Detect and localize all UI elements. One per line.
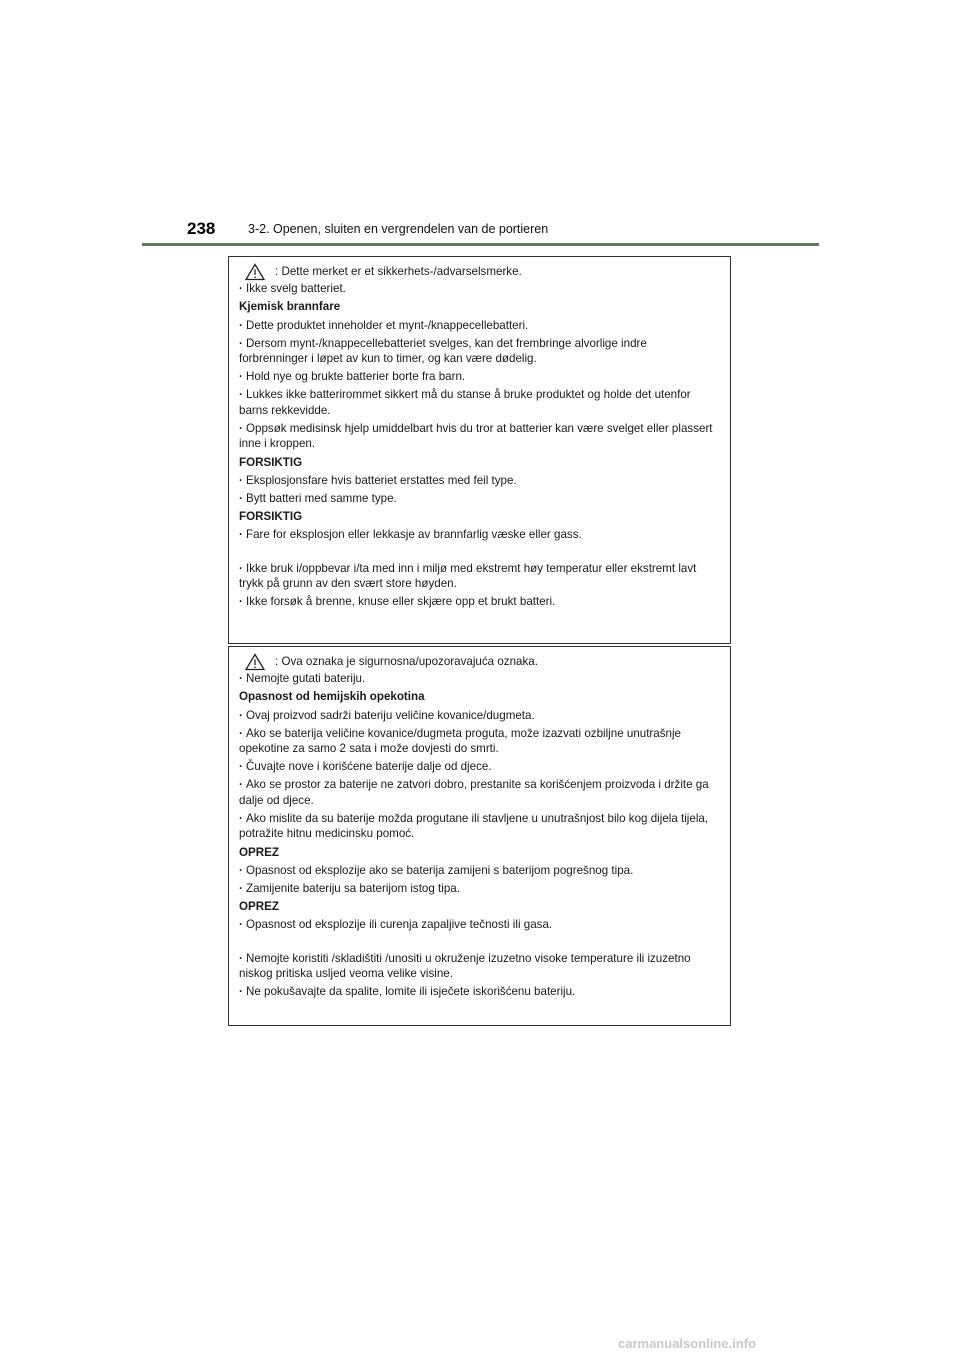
bullet-dot: · [239, 778, 243, 792]
warning-text: Hold nye og brukte batterier borte fra barn. [246, 370, 466, 384]
bullet-dot: · [239, 811, 243, 825]
header-rule [142, 243, 819, 246]
warning-heading [239, 299, 718, 314]
warning-text: Opasnost od eksplozije ili curenja zapaljive tečnosti ili gasa. [246, 918, 553, 932]
bullet-dot: · [239, 726, 243, 740]
warning-text: Ako se prostor za baterije ne zatvori dobro, prestanite sa korišćenjem proizvoda i držite ga dalje od djece. [239, 778, 709, 807]
warning-text: Bytt batteri med samme type. [246, 491, 397, 505]
bullet-dot: · [239, 881, 243, 895]
warning-text: Ako se baterija veličine kovanice/dugmeta proguta, može izazvati ozbiljne unutrašnje opekotine za samo 2 sata i može dovjesti do smrti. [239, 726, 682, 755]
warning-text: Nemojte koristiti /skladištiti /unositi u okruženje izuzetno visoke temperature ili izuzetno niskog pritiska usljed veoma velike visine. [239, 951, 691, 980]
bullet-dot: · [239, 918, 243, 932]
warning-bullet-item [239, 759, 718, 774]
warning-bullet-item [239, 863, 718, 878]
warning-text: FORSIKTIG [239, 455, 303, 469]
warning-bullet-item [239, 561, 718, 592]
warning-bullet-item [239, 421, 718, 452]
bullet-dot: · [239, 708, 243, 722]
warning-text: OPREZ [239, 845, 279, 859]
bullet-dot: · [239, 951, 243, 965]
warning-text: Eksplosjonsfare hvis batteriet erstattes med feil type. [246, 473, 517, 487]
warning-bullet-item [239, 491, 718, 506]
bullet-dot: · [239, 388, 243, 402]
warning-text: Dersom mynt-/knappecellebatteriet svelges, kan det frembringe alvorlige indre forbrenninger i løpet av kun to timer, og kan være dødelig. [239, 336, 647, 365]
warning-text: Ikke svelg batteriet. [246, 282, 346, 295]
bullet-dot: · [239, 370, 243, 384]
bullet-dot: · [239, 595, 243, 609]
bullet-dot: · [239, 421, 243, 435]
bullet-dot: · [239, 528, 243, 542]
bullet-dot: · [239, 491, 243, 505]
warning-box-norwegian [228, 256, 731, 644]
bullet-dot: · [239, 282, 243, 295]
warning-lines [239, 281, 718, 610]
warning-heading [239, 845, 718, 860]
warning-bullet-item [239, 671, 718, 686]
warning-bullet-item [239, 811, 718, 842]
warning-title-line [239, 263, 718, 281]
warning-title-text: : Dette merket er et sikkerhets-/advarselsmerke. [275, 265, 522, 279]
warning-heading [239, 455, 718, 470]
warning-bullet-item [239, 473, 718, 488]
warning-text: Ne pokušavajte da spalite, lomite ili isječete iskorišćenu bateriju. [246, 985, 576, 999]
warning-text: FORSIKTIG [239, 510, 303, 524]
warning-bullet-item [239, 984, 718, 999]
warning-text: Fare for eksplosjon eller lekkasje av brannfarlig væske eller gass. [246, 528, 582, 542]
warning-text: Opasnost od eksplozije ako se baterija zamijeni s baterijom pogrešnog tipa. [246, 863, 634, 877]
warning-bullet-item [239, 318, 718, 333]
warning-text: Ako mislite da su baterije možda progutane ili stavljene u unutrašnjost bilo kog dijela tijela, potražite hitnu medicinsku pomoć. [239, 811, 709, 841]
watermark: carmanualsonline.info [618, 1336, 756, 1351]
warning-box-bosnian [228, 646, 731, 1026]
bullet-dot: · [239, 760, 243, 774]
warning-title-line [239, 653, 718, 671]
warning-bullet-item [239, 777, 718, 808]
warning-text: Čuvajte nove i korišćene baterije dalje od djece. [246, 760, 492, 774]
warning-heading [239, 509, 718, 524]
warning-bullet-item [239, 881, 718, 896]
warning-text: Zamijenite bateriju sa baterijom istog tipa. [246, 881, 460, 895]
bullet-dot: · [239, 318, 243, 332]
warning-triangle-icon [245, 263, 265, 281]
warning-bullet-item [239, 917, 718, 932]
warning-text: Nemojte gutati bateriju. [246, 672, 366, 685]
warning-text: Dette produktet inneholder et mynt-/knappecellebatteri. [246, 318, 529, 332]
bullet-dot: · [239, 473, 243, 487]
warning-text: Ikke forsøk å brenne, knuse eller skjære opp et brukt batteri. [246, 595, 556, 609]
page-number: 238 [187, 219, 216, 238]
bullet-dot: · [239, 985, 243, 999]
warning-lines [239, 671, 718, 1000]
warning-bullet-item [239, 387, 718, 418]
warning-bullet-item [239, 281, 718, 296]
warning-text: Kjemisk brannfare [239, 300, 341, 314]
bullet-dot: · [239, 561, 243, 575]
warning-title-text: : Ova oznaka je sigurnosna/upozoravajuća oznaka. [275, 655, 538, 669]
warning-text: Lukkes ikke batterirommet sikkert må du stanse å bruke produktet og holde det utenfor barns rekkevidde. [239, 388, 691, 417]
warning-text: OPREZ [239, 900, 279, 914]
warning-bullet-item [239, 527, 718, 542]
warning-bullet-item [239, 708, 718, 723]
warning-triangle-icon [245, 653, 265, 671]
warning-bullet-item [239, 369, 718, 384]
warning-text: Opasnost od hemijskih opekotina [239, 690, 425, 704]
warning-heading [239, 899, 718, 914]
warning-text: Ikke bruk i/oppbevar i/ta med inn i miljø med ekstremt høy temperatur eller ekstremt lavt trykk på grunn av den svært store høyden. [239, 561, 697, 590]
bullet-dot: · [239, 336, 243, 350]
bullet-dot: · [239, 863, 243, 877]
warning-text: Ovaj proizvod sadrži bateriju veličine kovanice/dugmeta. [246, 708, 535, 722]
warning-bullet-item [239, 594, 718, 609]
section-header: 3-2. Openen, sluiten en vergrendelen van de portieren [248, 222, 549, 236]
warning-text: Oppsøk medisinsk hjelp umiddelbart hvis du tror at batterier kan være svelget eller plassert inne i kroppen. [239, 421, 713, 451]
warning-bullet-item [239, 726, 718, 757]
bullet-dot: · [239, 672, 243, 685]
warning-bullet-item [239, 951, 718, 982]
warning-heading [239, 689, 718, 704]
warning-bullet-item [239, 336, 718, 367]
